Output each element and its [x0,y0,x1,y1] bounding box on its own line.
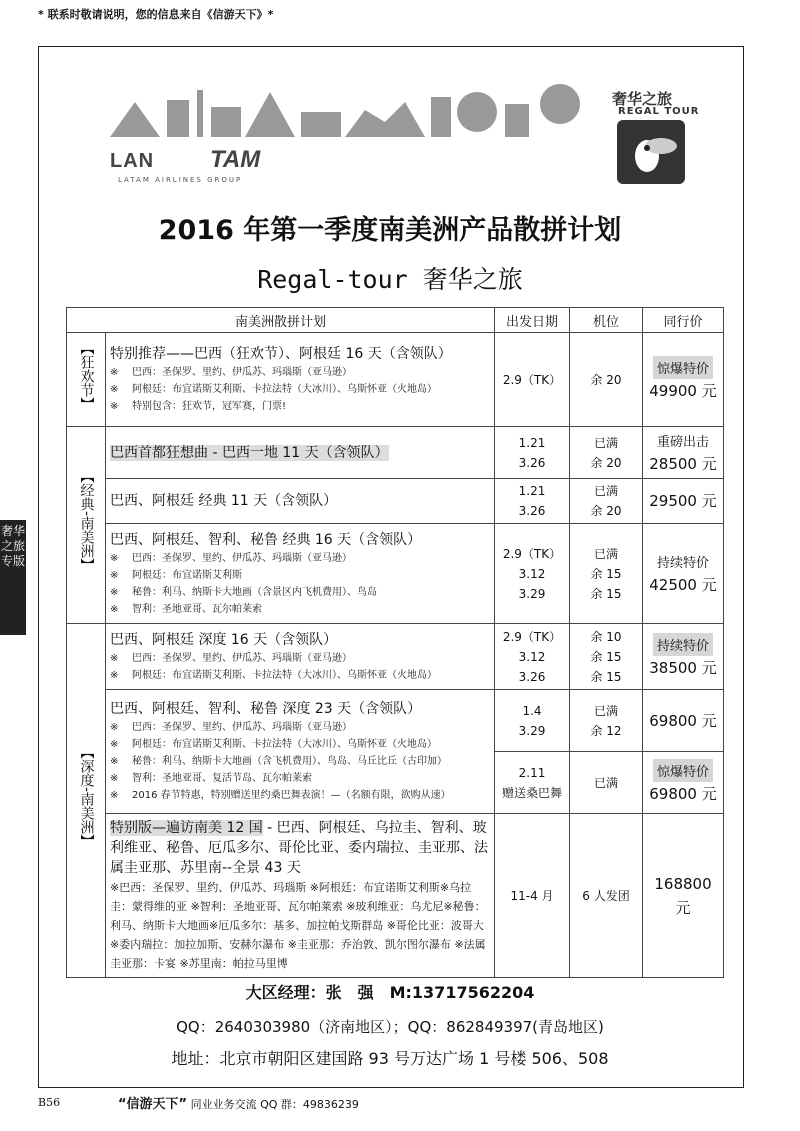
depart-date: 11-4 月 [495,814,570,978]
tour-cell: 特别推荐——巴西（狂欢节）、阿根廷 16 天（含领队） ※ 巴西：圣保罗、里约、伊瓜苏、玛瑙斯（亚马逊） ※ 阿根廷：布宜诺斯艾利斯、卡拉法特（大冰川）、乌斯怀亚（火地岛） ※ 特别包含：狂欢节，冠军赛，门票! [106,333,495,427]
top-note: * 联系时敬请说明，您的信息来自《信游天下》* [38,8,274,21]
price-cell [643,690,724,752]
price-cell [643,333,724,427]
category-classic: 【经典-南美洲】 [67,427,106,624]
qq-contact: QQ：2640303980（济南地区）；QQ：862849397(青岛地区) [176,1018,604,1036]
table-row [67,690,724,752]
header-date: 出发日期 [495,308,570,333]
latam-group-text: LATAM AIRLINES GROUP [118,176,243,184]
price-value: 28500 元 [649,455,717,473]
price-value: 29500 元 [649,492,717,510]
seat-status: 余 20 [570,333,643,427]
tour-name: 巴西首都狂想曲 - 巴西一地 11 天（含领队） [106,427,495,479]
tour-table [66,307,724,978]
seat-status: 已满 余 15 余 15 [570,524,643,624]
depart-date: 2.9（TK） 3.12 3.26 [495,624,570,690]
table-row [67,814,724,978]
tour-name: 巴西、阿根廷、智利、秘鲁 经典 16 天（含领队） [110,531,422,548]
price-value: 42500 元 [649,576,717,594]
tour-cell [106,814,495,978]
tour-notes: ※巴西：圣保罗、里约、伊瓜苏、玛瑙斯 ※阿根廷：布宜诺斯艾利斯※乌拉圭：蒙得维的亚 ※智利：圣地亚哥、瓦尔帕莱索 ※玻利维亚：乌尤尼※秘鲁：利马、纳斯卡大地画※厄瓜多尔：基多、加拉帕戈斯群岛 ※哥伦比亚：波哥大 ※委内瑞拉：加拉加斯、安赫尔瀑布 ※圭亚那：乔治敦、凯尔图尔瀑布 ※法属圭亚那：卡宴 ※苏里南：帕拉马里博 [110,881,486,970]
price-cell [643,427,724,479]
seat-status: 已满 [570,752,643,814]
table-row [67,427,724,479]
tour-name: 巴西、阿根廷、智利、秘鲁 深度 23 天（含领队） [110,701,422,717]
toucan-logo-icon [617,120,685,184]
tour-cell: 巴西、阿根廷、智利、秘鲁 经典 16 天（含领队） ※ 巴西：圣保罗、里约、伊瓜苏、玛瑙斯（亚马逊） ※ 阿根廷：布宜诺斯艾利斯 ※ 秘鲁：利马、纳斯卡大地画（含景区内飞机费用）、鸟岛 ※ 智利：圣地亚哥、瓦尔帕莱索 [106,524,495,624]
price-cell [643,752,724,814]
price-cell [643,479,724,524]
price-tag: 惊爆特价 [653,356,713,379]
table-row [67,624,724,690]
tour-name: 特别推荐——巴西（狂欢节）、阿根廷 16 天（含领队） [110,346,452,362]
landmarks-banner [105,82,595,140]
seat-status: 已满 余 12 [570,690,643,752]
price-cell [643,624,724,690]
price-tag: 持续特价 [656,556,709,571]
agency-logo-cn: 奢华之旅 [612,90,673,108]
price-cell [643,814,724,978]
page-number: B56 [38,1096,61,1109]
category-deep: 【深度-南美洲】 [67,624,106,978]
page-title: 2016 年第一季度南美洲产品散拼计划 [158,215,622,246]
address: 地址：北京市朝阳区建国路 93 号万达广场 1 号楼 506、508 [171,1049,609,1068]
tour-cell: 巴西、阿根廷 深度 16 天（含领队） ※ 巴西：圣保罗、里约、伊瓜苏、玛瑙斯（亚马逊） ※ 阿根廷：布宜诺斯艾利斯、卡拉法特（大冰川）、乌斯怀亚（火地岛） [106,624,495,690]
price-cell [643,524,724,624]
price-tag: 重磅出击 [656,435,709,450]
tour-cell: 巴西、阿根廷、智利、秘鲁 深度 23 天（含领队） ※ 巴西：圣保罗、里约、伊瓜苏、玛瑙斯（亚马逊） ※ 阿根廷：布宜诺斯艾利斯、卡拉法特（大冰川）、乌斯怀亚（火地岛） ※ 秘鲁：利马、纳斯卡大地画（含飞机费用）、鸟岛、马丘比丘（古印加） ※ 智利：圣地亚哥、复活节岛、瓦尔帕莱索 ※ 2016 春节特惠，特别赠送里约桑巴舞表演！—（名额有限，欲购从速） [106,690,495,814]
seat-status: 已满 余 20 [570,427,643,479]
depart-date: 2.9（TK） [495,333,570,427]
bottom-note: “信游天下” 同业业务交流 QQ 群：49836239 [118,1097,359,1112]
tour-name: 特别版—遍访南美 12 国 - 巴西、阿根廷、乌拉圭、智利、玻利维亚、秘鲁、厄瓜多尔、哥伦比亚、委内瑞拉、圭亚那、法属圭亚那、苏里南--全景 43 天 [110,820,488,876]
price-value: 69800 元 [649,785,717,803]
price-value: 38500 元 [649,659,717,677]
seat-status: 已满 余 20 [570,479,643,524]
price-tag: 持续特价 [653,633,713,656]
side-tab: 奢华之旅专版 [0,520,26,635]
agency-logo-en: REGAL TOUR [618,106,700,117]
depart-date: 1.21 3.26 [495,479,570,524]
table-row [67,524,724,624]
depart-date: 2.9（TK） 3.12 3.29 [495,524,570,624]
seat-status: 6 人发团 [570,814,643,978]
table-header-row [67,308,724,333]
category-carnival: 【狂欢节】 [67,333,106,427]
lan-logo: LAN [110,150,155,172]
depart-date: 1.4 3.29 [495,690,570,752]
tam-logo: TAM [210,146,261,173]
table-row [67,333,724,427]
table-row [67,479,724,524]
header-plan: 南美洲散拼计划 [67,308,495,333]
price-value: 69800 元 [649,711,717,730]
header-price: 同行价 [643,308,724,333]
tour-name: 巴西、阿根廷 经典 11 天（含领队） [106,479,495,524]
price-tag: 惊爆特价 [653,759,713,782]
seat-status: 余 10 余 15 余 15 [570,624,643,690]
header-seat: 机位 [570,308,643,333]
tour-name: 巴西、阿根廷 深度 16 天（含领队） [110,631,338,648]
depart-date: 1.21 3.26 [495,427,570,479]
price-value: 49900 元 [649,382,717,400]
manager-contact: 大区经理：张 强 M:13717562204 [245,983,535,1002]
depart-date: 2.11 赠送桑巴舞 [495,752,570,814]
page-subtitle: Regal-tour 奢华之旅 [257,265,523,294]
price-value: 168800 元 [654,874,712,917]
